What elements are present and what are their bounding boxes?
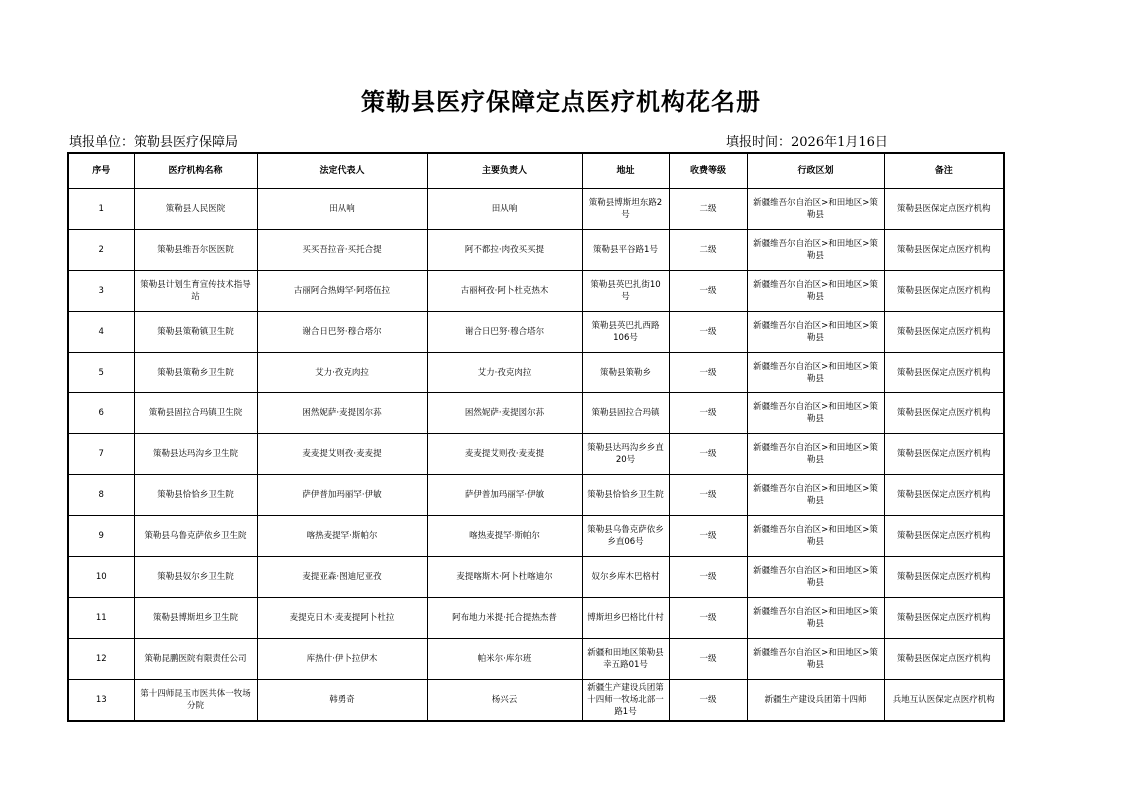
row-index-cell: 3 [68,270,134,311]
remark-cell: 策勒县医保定点医疗机构 [884,270,1004,311]
admin-division-cell: 新疆维吾尔自治区>和田地区>策勒县 [747,434,884,475]
institution-name-cell: 策勒县计划生育宣传技术指导站 [134,270,257,311]
fee-grade-cell: 一级 [669,475,747,516]
fee-grade-cell: 二级 [669,189,747,230]
legal-representative-cell: 韩勇奇 [257,679,427,720]
address-cell: 策勒县策勒乡 [582,352,669,393]
row-index-cell: 9 [68,516,134,557]
row-index-cell: 1 [68,189,134,230]
fee-grade-cell: 二级 [669,229,747,270]
principal-person-cell: 艾力·孜克肉拉 [427,352,582,393]
column-header: 法定代表人 [257,153,427,189]
remark-cell: 策勒县医保定点医疗机构 [884,229,1004,270]
column-header: 行政区划 [747,153,884,189]
principal-person-cell: 麦提喀斯木·阿卜杜喀迪尔 [427,557,582,598]
legal-representative-cell: 喀热麦提罕·斯帕尔 [257,516,427,557]
row-index-cell: 12 [68,638,134,679]
table-row [68,311,1004,352]
admin-division-cell: 新疆维吾尔自治区>和田地区>策勒县 [747,393,884,434]
reporting-unit: 填报单位：策勒县医疗保障局 [69,135,239,150]
address-cell: 策勒县平谷路1号 [582,229,669,270]
row-index-cell: 5 [68,352,134,393]
address-cell: 新疆和田地区策勒县幸五路01号 [582,638,669,679]
column-header: 主要负责人 [427,153,582,189]
column-header: 备注 [884,153,1004,189]
principal-person-cell: 喀热麦提罕·斯帕尔 [427,516,582,557]
row-index-cell: 13 [68,679,134,720]
principal-person-cell: 阿不都拉·肉孜买买提 [427,229,582,270]
row-index-cell: 7 [68,434,134,475]
remark-cell: 策勒县医保定点医疗机构 [884,393,1004,434]
table-header-row [68,153,1004,189]
table-row [68,270,1004,311]
row-index-cell: 2 [68,229,134,270]
address-cell: 策勒县固拉合玛镇 [582,393,669,434]
institution-name-cell: 第十四师昆玉市医共体一牧场分院 [134,679,257,720]
institution-name-cell: 策勒县恰恰乡卫生院 [134,475,257,516]
row-index-cell: 10 [68,557,134,598]
remark-cell: 策勒县医保定点医疗机构 [884,638,1004,679]
table-row [68,475,1004,516]
institution-name-cell: 策勒县乌鲁克萨依乡卫生院 [134,516,257,557]
admin-division-cell: 新疆维吾尔自治区>和田地区>策勒县 [747,311,884,352]
institution-name-cell: 策勒县固拉合玛镇卫生院 [134,393,257,434]
fee-grade-cell: 一级 [669,311,747,352]
legal-representative-cell: 麦提亚森·图迪尼亚孜 [257,557,427,598]
remark-cell: 策勒县医保定点医疗机构 [884,311,1004,352]
column-header: 收费等级 [669,153,747,189]
legal-representative-cell: 麦麦提艾则孜·麦麦提 [257,434,427,475]
address-cell: 策勒县英巴扎西路106号 [582,311,669,352]
institution-name-cell: 策勒县达玛沟乡卫生院 [134,434,257,475]
row-index-cell: 4 [68,311,134,352]
legal-representative-cell: 买买吾拉音·买托合提 [257,229,427,270]
admin-division-cell: 新疆维吾尔自治区>和田地区>策勒县 [747,516,884,557]
remark-cell: 策勒县医保定点医疗机构 [884,352,1004,393]
admin-division-cell: 新疆维吾尔自治区>和田地区>策勒县 [747,270,884,311]
address-cell: 策勒县达玛沟乡乡直20号 [582,434,669,475]
address-cell: 策勒县恰恰乡卫生院 [582,475,669,516]
remark-cell: 策勒县医保定点医疗机构 [884,189,1004,230]
principal-person-cell: 麦麦提艾则孜·麦麦提 [427,434,582,475]
admin-division-cell: 新疆维吾尔自治区>和田地区>策勒县 [747,229,884,270]
remark-cell: 兵地互认医保定点医疗机构 [884,679,1004,720]
fee-grade-cell: 一级 [669,516,747,557]
address-cell: 新疆生产建设兵团第十四师一牧场北部一路1号 [582,679,669,720]
admin-division-cell: 新疆维吾尔自治区>和田地区>策勒县 [747,638,884,679]
address-cell: 奴尔乡库木巴格村 [582,557,669,598]
institution-name-cell: 策勒县博斯坦乡卫生院 [134,597,257,638]
legal-representative-cell: 谢合日巴努·穆合塔尔 [257,311,427,352]
fee-grade-cell: 一级 [669,679,747,720]
fee-grade-cell: 一级 [669,270,747,311]
legal-representative-cell: 困然妮萨·麦提図尔荪 [257,393,427,434]
institution-name-cell: 策勒县维吾尔医医院 [134,229,257,270]
table-row [68,393,1004,434]
address-cell: 策勒县博斯坦东路2号 [582,189,669,230]
legal-representative-cell: 麦提克日木·麦麦提阿卜杜拉 [257,597,427,638]
address-cell: 策勒县英巴扎街10号 [582,270,669,311]
reporting-date: 填报时间：2026年1月16日 [726,135,888,150]
institution-name-cell: 策勒县策勒乡卫生院 [134,352,257,393]
row-index-cell: 6 [68,393,134,434]
remark-cell: 策勒县医保定点医疗机构 [884,597,1004,638]
remark-cell: 策勒县医保定点医疗机构 [884,516,1004,557]
institution-name-cell: 策勒县奴尔乡卫生院 [134,557,257,598]
principal-person-cell: 杨兴云 [427,679,582,720]
admin-division-cell: 新疆维吾尔自治区>和田地区>策勒县 [747,189,884,230]
table-row [68,434,1004,475]
address-cell: 策勒县乌鲁克萨依乡乡直06号 [582,516,669,557]
remark-cell: 策勒县医保定点医疗机构 [884,475,1004,516]
admin-division-cell: 新疆维吾尔自治区>和田地区>策勒县 [747,352,884,393]
principal-person-cell: 阿布地力米提·托合提热杰普 [427,597,582,638]
fee-grade-cell: 一级 [669,557,747,598]
legal-representative-cell: 田从响 [257,189,427,230]
remark-cell: 策勒县医保定点医疗机构 [884,557,1004,598]
fee-grade-cell: 一级 [669,638,747,679]
row-index-cell: 8 [68,475,134,516]
legal-representative-cell: 库热什·伊卜拉伊木 [257,638,427,679]
fee-grade-cell: 一级 [669,434,747,475]
principal-person-cell: 帕米尔·库尔班 [427,638,582,679]
address-cell: 博斯坦乡巴格比什村 [582,597,669,638]
column-header: 地址 [582,153,669,189]
column-header: 医疗机构名称 [134,153,257,189]
institution-name-cell: 策勒昆鹏医院有限责任公司 [134,638,257,679]
row-index-cell: 11 [68,597,134,638]
table-row [68,516,1004,557]
fee-grade-cell: 一级 [669,352,747,393]
admin-division-cell: 新疆维吾尔自治区>和田地区>策勒县 [747,557,884,598]
table-row [68,638,1004,679]
principal-person-cell: 困然妮萨·麦提図尔荪 [427,393,582,434]
principal-person-cell: 谢合日巴努·穆合塔尔 [427,311,582,352]
legal-representative-cell: 萨伊普加玛丽罕·伊敏 [257,475,427,516]
legal-representative-cell: 古丽阿合热姆罕·阿塔伍拉 [257,270,427,311]
admin-division-cell: 新疆生产建设兵团第十四师 [747,679,884,720]
column-header: 序号 [68,153,134,189]
table-row [68,352,1004,393]
institution-name-cell: 策勒县人民医院 [134,189,257,230]
principal-person-cell: 萨伊普加玛丽罕·伊敏 [427,475,582,516]
table-row [68,557,1004,598]
page-title: 策勒县医疗保障定点医疗机构花名册 [361,87,761,116]
fee-grade-cell: 一级 [669,597,747,638]
legal-representative-cell: 艾力·孜克肉拉 [257,352,427,393]
institution-table [67,152,1005,722]
table-row [68,679,1004,720]
institution-name-cell: 策勒县策勒镇卫生院 [134,311,257,352]
admin-division-cell: 新疆维吾尔自治区>和田地区>策勒县 [747,597,884,638]
remark-cell: 策勒县医保定点医疗机构 [884,434,1004,475]
principal-person-cell: 田从响 [427,189,582,230]
admin-division-cell: 新疆维吾尔自治区>和田地区>策勒县 [747,475,884,516]
table-row [68,189,1004,230]
table-row [68,597,1004,638]
fee-grade-cell: 一级 [669,393,747,434]
principal-person-cell: 古丽柯孜·阿卜杜克热木 [427,270,582,311]
table-row [68,229,1004,270]
